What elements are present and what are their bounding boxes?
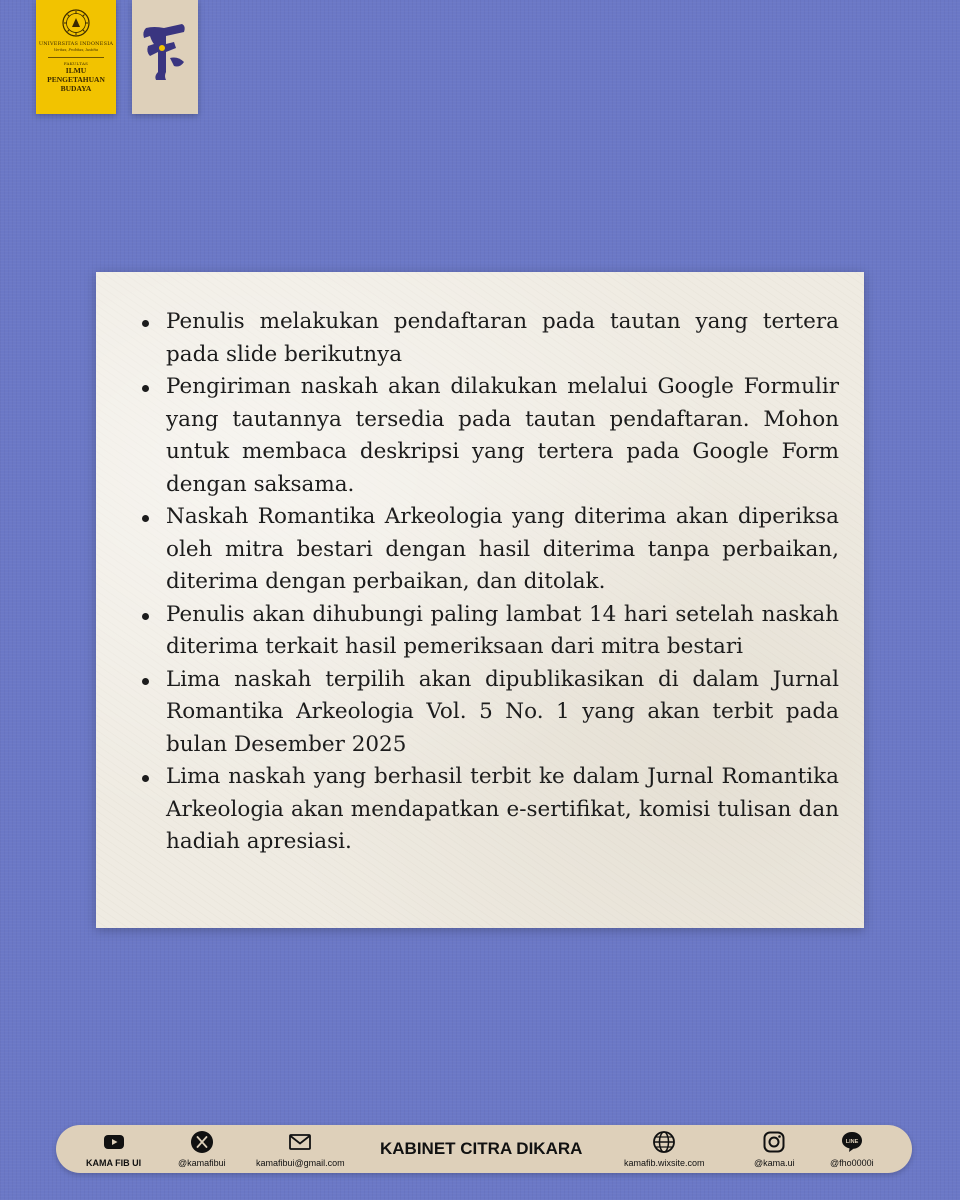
- instagram-icon: [762, 1130, 786, 1154]
- list-item-text: Penulis melakukan pendaftaran pada tautan yang tertera pada slide berikutnya: [166, 309, 839, 367]
- university-emblem-icon: [61, 8, 91, 38]
- bullet-dot: [142, 678, 149, 685]
- bullet-dot: [142, 613, 149, 620]
- email-link[interactable]: [256, 1130, 345, 1168]
- bullet-dot: [142, 775, 149, 782]
- bullet-dot: [142, 320, 149, 327]
- list-item-text: Naskah Romantika Arkeologia yang diterima akan diperiksa oleh mitra bestari dengan hasil diterima tanpa perbaikan, diterima dengan perbaikan, dan ditolak.: [166, 504, 839, 594]
- bullet-list: [136, 306, 839, 859]
- website-link[interactable]: [624, 1130, 705, 1168]
- youtube-label: KAMA FIB UI: [86, 1158, 142, 1168]
- line-link[interactable]: [830, 1130, 874, 1168]
- fakultas-label: FAKULTAS: [63, 61, 89, 66]
- university-name: UNIVERSITAS INDONESIA: [38, 41, 114, 47]
- bullet-dot: [142, 515, 149, 522]
- line-icon: [840, 1130, 864, 1154]
- x-label: @kamafibui: [178, 1158, 226, 1168]
- list-item: [136, 306, 839, 371]
- list-item: [136, 501, 839, 599]
- fib-ui-badge: [36, 0, 116, 114]
- line-label: @fho0000i: [830, 1158, 874, 1168]
- instagram-link[interactable]: [754, 1130, 795, 1168]
- info-card: [96, 272, 864, 928]
- list-item-text: Penulis akan dihubungi paling lambat 14 hari setelah naskah diterima terkait hasil pemeriksaan dari mitra bestari: [166, 601, 839, 659]
- list-item-text: Pengiriman naskah akan dilakukan melalui Google Formulir yang tautannya tersedia pada tautan pendaftaran. Mohon untuk membaca deskripsi yang tertera pada Google Form dengan saksama.: [166, 374, 839, 497]
- faculty-name: ILMU PENGETAHUAN BUDAYA: [47, 66, 105, 93]
- footer-bar: [56, 1125, 912, 1173]
- list-item: [136, 761, 839, 859]
- list-item: [136, 371, 839, 501]
- youtube-link[interactable]: [86, 1130, 141, 1168]
- list-item: [136, 599, 839, 664]
- mail-icon: [288, 1130, 312, 1154]
- list-item-text: Lima naskah terpilih akan dipublikasikan di dalam Jurnal Romantika Arkeologia Vol. 5 No. 1 yang akan terbit pada bulan Desember 2025: [166, 666, 839, 757]
- bullet-dot: [142, 385, 149, 392]
- badge-divider: [48, 57, 104, 58]
- university-motto: Veritas, Probitas, Iustitia: [53, 48, 99, 52]
- email-label: kamafibui@gmail.com: [256, 1158, 345, 1168]
- svg-text:LINE: LINE: [845, 1138, 859, 1145]
- youtube-icon: [102, 1130, 126, 1154]
- globe-icon: [652, 1130, 676, 1154]
- kama-badge: [132, 0, 198, 114]
- x-icon: [190, 1130, 214, 1154]
- instagram-label: @kama.ui: [754, 1158, 795, 1168]
- kama-logo-icon: [140, 22, 190, 84]
- cabinet-title: KABINET CITRA DIKARA: [380, 1139, 583, 1158]
- list-item-text: Lima naskah yang berhasil terbit ke dalam Jurnal Romantika Arkeologia akan mendapatkan e-sertifikat, komisi tulisan dan hadiah apresiasi.: [166, 764, 839, 854]
- x-link[interactable]: [178, 1130, 226, 1168]
- website-label: kamafib.wixsite.com: [624, 1158, 705, 1168]
- list-item: [136, 664, 839, 762]
